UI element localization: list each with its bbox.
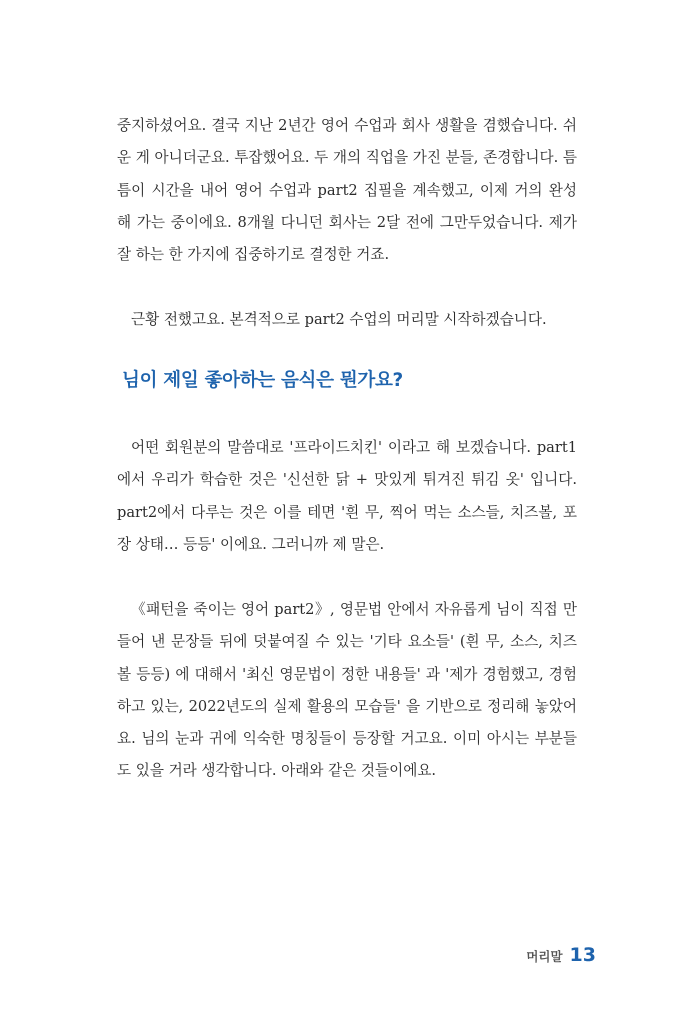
text-line: 잘 하는 한 가지에 집중하기로 결정한 거죠.: [117, 246, 390, 264]
text-line: 볼 등등) 에 대해서 '최신 영문법이 정한 내용들' 과 '제가 경험했고, 경험: [117, 665, 577, 683]
text-line: 어떤 회원분의 말씀대로 '프라이드치킨' 이라고 해 보겠습니다. part1: [131, 439, 577, 456]
text-line: 하고 있는, 2022년도의 실제 활용의 모습들' 을 기반으로 정리해 놓았어: [117, 697, 577, 715]
text-line: 《패턴을 죽이는 영어 part2》, 영문법 안에서 자유롭게 님이 직접 만: [131, 601, 577, 618]
paragraph-book-summary: [117, 594, 577, 788]
paragraph-fried-chicken: [117, 432, 577, 561]
text-line: part2에서 다루는 것은 이를 테면 '흰 무, 찍어 먹는 소스들, 치즈볼, 포: [117, 503, 577, 521]
text-line: 중지하셨어요. 결국 지난 2년간 영어 수업과 회사 생활을 겸했습니다. 쉬: [117, 117, 577, 134]
text-line: 에서 우리가 학습한 것은 '신선한 닭 + 맛있게 튀겨진 튀김 옷' 입니다.: [117, 471, 577, 489]
text-line: 들어 낸 문장들 뒤에 덧붙여질 수 있는 '기타 요소들' (흰 무, 소스, 치즈: [117, 633, 577, 651]
paragraph-career: [117, 110, 577, 271]
section-label: 머리말: [526, 949, 563, 964]
page-footer: [526, 944, 596, 966]
text-line: 요. 님의 눈과 귀에 익숙한 명칭들이 등장할 거고요. 이미 아시는 부분들: [117, 730, 577, 748]
text-line: 장 상태… 등등' 이에요. 그러니까 제 말은.: [117, 535, 385, 553]
text-line: 해 가는 중이에요. 8개월 다니던 회사는 2달 전에 그만두었습니다. 제가: [117, 213, 577, 231]
page-number: 13: [569, 944, 596, 966]
text-line: 운 게 아니더군요. 투잡했어요. 두 개의 직업을 가진 분들, 존경합니다. 틈: [117, 149, 577, 167]
text-line: 틈이 시간을 내어 영어 수업과 part2 집필을 계속했고, 이제 거의 완성: [117, 181, 577, 199]
paragraph-intro: [117, 304, 577, 336]
section-heading: 님이 제일 좋아하는 음식은 뭔가요?: [122, 370, 403, 391]
text-line: 근황 전했고요. 본격적으로 part2 수업의 머리말 시작하겠습니다.: [131, 311, 547, 328]
text-line: 도 있을 거라 생각합니다. 아래와 같은 것들이에요.: [117, 762, 437, 780]
